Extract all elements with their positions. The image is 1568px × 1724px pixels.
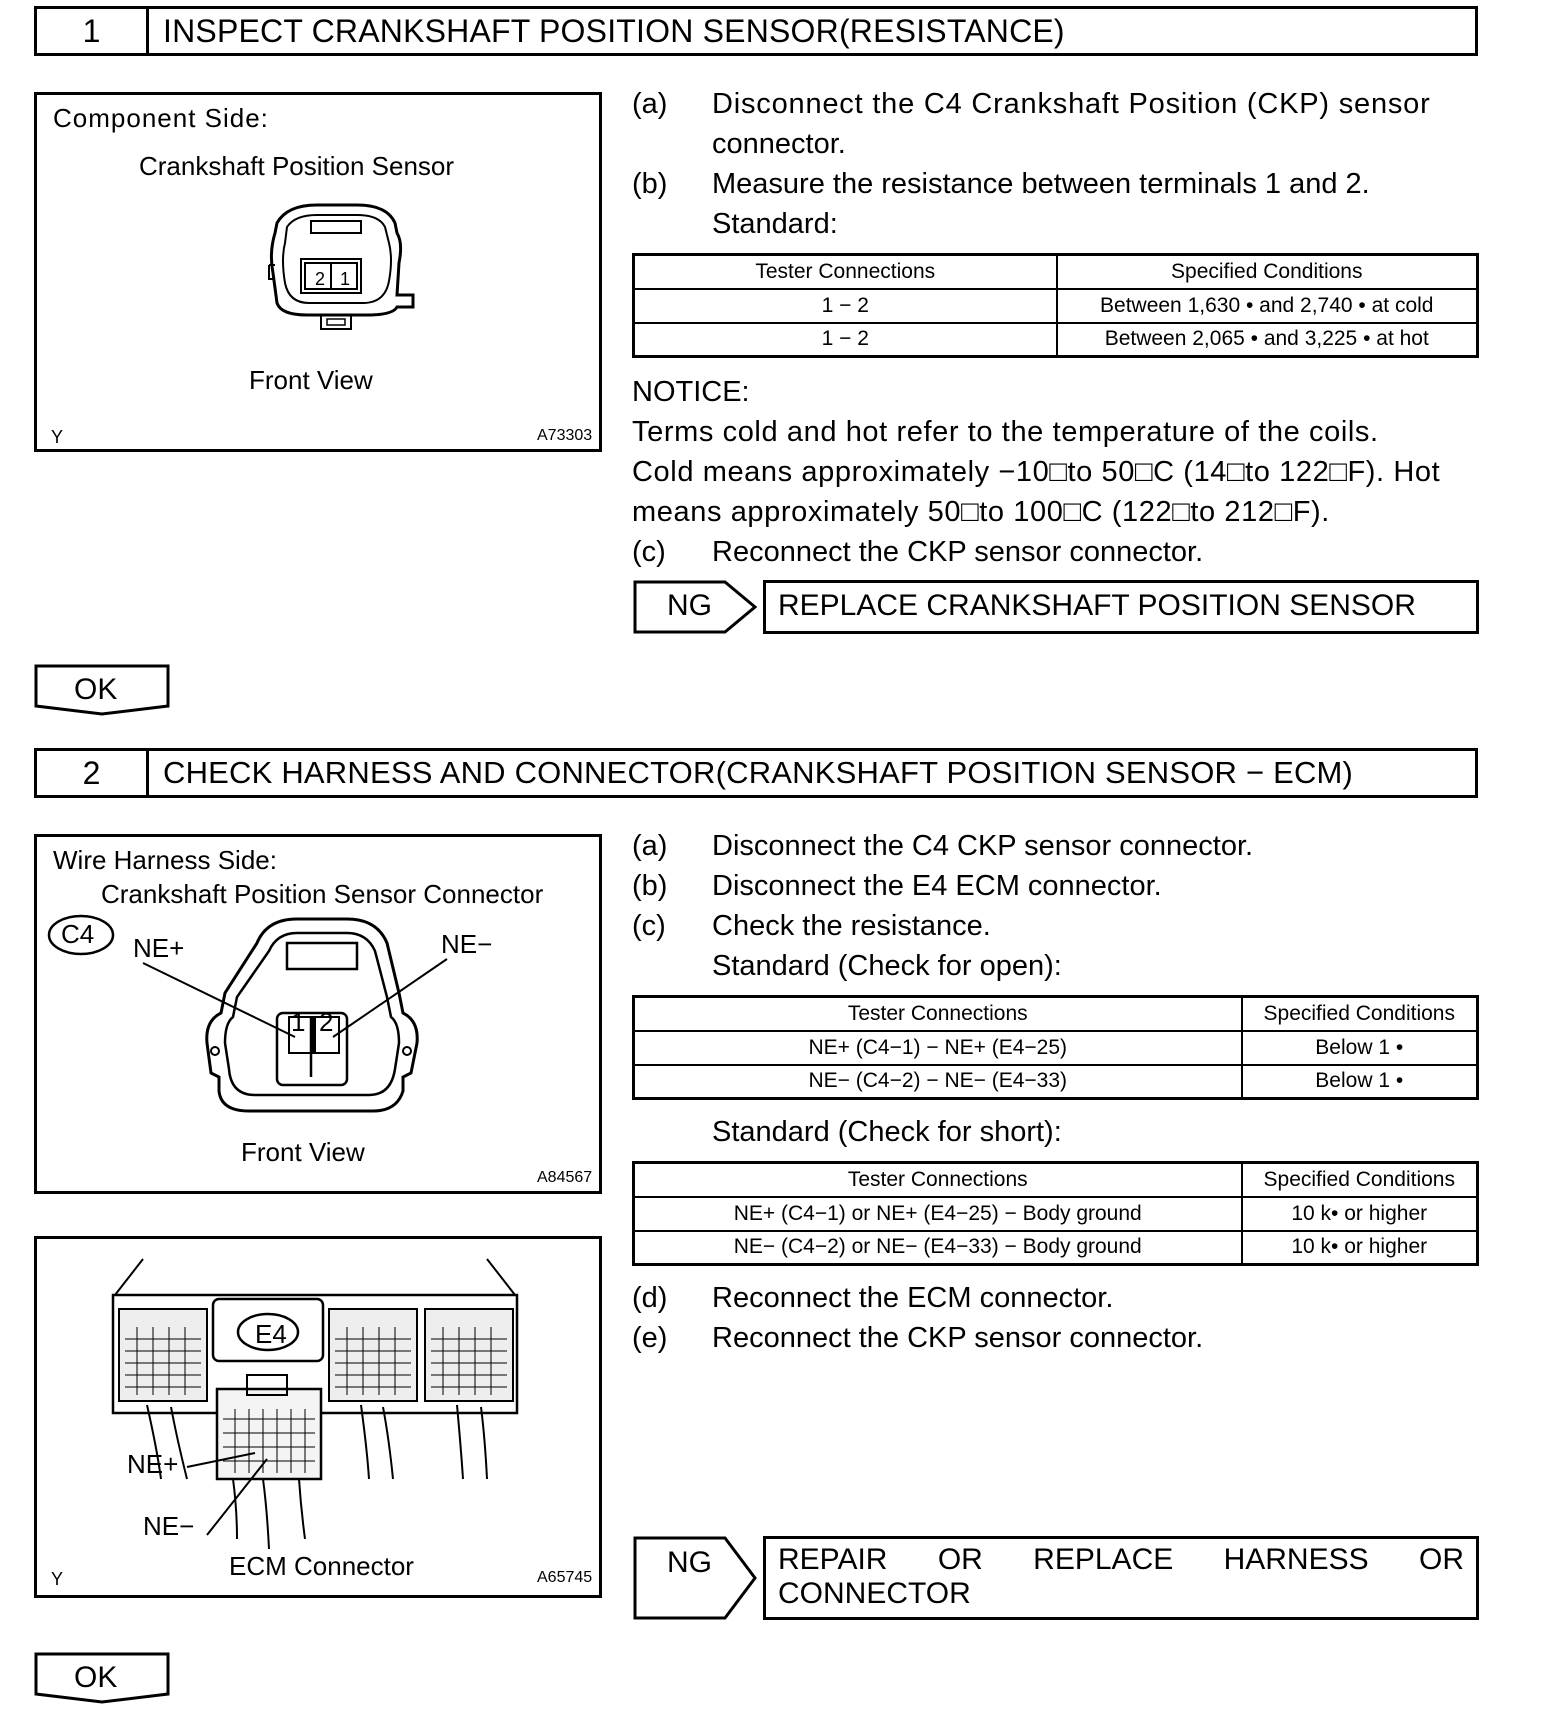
figure-part-label: Crankshaft Position Sensor [139, 151, 455, 181]
pin-label-1: 1 [291, 1007, 306, 1037]
table-row [634, 1231, 1478, 1265]
step2-instruction-d: (d) Reconnect the ECM connector. [632, 1282, 1114, 1314]
short-check-table [632, 1161, 1479, 1266]
step2-header [34, 748, 1478, 798]
table-header-cell: Specified Conditions [1242, 1163, 1478, 1197]
figure-side-label: Component Side: [53, 103, 269, 133]
ok-label: OK [74, 1661, 118, 1694]
step2-harness-figure [34, 834, 602, 1194]
harness-connector-drawing [137, 913, 477, 1133]
table-header-row [634, 255, 1478, 289]
step1-ok-result [34, 664, 170, 716]
ng-action-line: REPAIR OR REPLACE HARNESS OR [778, 1543, 1464, 1576]
ecm-connector-id: E4 [255, 1319, 287, 1349]
ecm-connector-drawing [37, 1239, 599, 1595]
ne-minus-label: NE− [441, 929, 493, 959]
step2-title: CHECK HARNESS AND CONNECTOR(CRANKSHAFT POSITION SENSOR − ECM) [163, 755, 1354, 790]
ok-label: OK [74, 673, 118, 706]
step2-instruction-b: (b) Disconnect the E4 ECM connector. [632, 870, 1162, 902]
connector-id-label: C4 [61, 919, 95, 949]
ecm-caption: ECM Connector [229, 1551, 414, 1581]
notice-line: means approximately 50□to 100□C (122□to 212□F). [632, 496, 1330, 528]
step1-number: 1 [37, 9, 149, 53]
crankshaft-sensor-drawing [247, 203, 427, 333]
figure-part-label: Crankshaft Position Sensor Connector [101, 879, 544, 909]
standard-open-label: Standard (Check for open): [712, 950, 1062, 982]
ng-action-box [763, 1536, 1479, 1620]
ne-minus-label: NE− [143, 1511, 195, 1541]
table-row [634, 1197, 1478, 1231]
table-header-row [634, 997, 1478, 1031]
ng-action-box: REPLACE CRANKSHAFT POSITION SENSOR [763, 580, 1479, 634]
step2-number: 2 [37, 751, 149, 795]
figure-corner-label: Y [51, 427, 64, 447]
step1-instruction-a-cont: connector. [712, 128, 846, 160]
step2-instruction-e: (e) Reconnect the CKP sensor connector. [632, 1322, 1204, 1354]
step1-ng-result [633, 580, 1479, 634]
step1-title: INSPECT CRANKSHAFT POSITION SENSOR(RESISTANCE) [163, 12, 1065, 49]
figure-id: A65745 [537, 1569, 593, 1586]
table-cell: NE+ (C4−1) or NE+ (E4−25) − Body ground [634, 1197, 1242, 1231]
table-header-cell: Tester Connections [634, 255, 1057, 289]
table-row [634, 289, 1478, 323]
table-header-cell: Specified Conditions [1057, 255, 1478, 289]
step1-spec-table [632, 253, 1479, 358]
table-row [634, 1031, 1478, 1065]
table-cell: Between 2,065 • and 3,225 • at hot [1057, 323, 1478, 357]
figure-view-label: Front View [249, 365, 373, 395]
table-row [634, 323, 1478, 357]
table-row [634, 1065, 1478, 1099]
figure-side-label: Wire Harness Side: [53, 845, 277, 875]
table-cell: 10 k• or higher [1242, 1197, 1478, 1231]
ne-plus-label: NE+ [133, 933, 185, 963]
figure-id: A84567 [537, 1169, 593, 1186]
table-cell: NE− (C4−2) or NE− (E4−33) − Body ground [634, 1231, 1242, 1265]
step2-ecm-figure [34, 1236, 602, 1598]
notice-line: Terms cold and hot refer to the temperature of the coils. [632, 416, 1379, 448]
standard-short-label: Standard (Check for short): [712, 1116, 1062, 1148]
table-cell: Below 1 • [1242, 1065, 1478, 1099]
table-header-cell: Tester Connections [634, 1163, 1242, 1197]
pin-label-2: 2 [315, 269, 326, 289]
notice-title: NOTICE: [632, 376, 750, 408]
table-cell: NE− (C4−2) − NE− (E4−33) [634, 1065, 1242, 1099]
ne-plus-label: NE+ [127, 1449, 179, 1479]
figure-id: A73303 [537, 427, 593, 444]
notice-line: Cold means approximately −10□to 50□C (14□to 122□F). Hot [632, 456, 1441, 488]
table-cell: NE+ (C4−1) − NE+ (E4−25) [634, 1031, 1242, 1065]
step1-instruction-a: (a) Disconnect the C4 Crankshaft Position (CKP) sensor [632, 88, 1431, 120]
table-header-row [634, 1163, 1478, 1197]
step1-standard-label: Standard: [712, 208, 838, 240]
table-cell: Below 1 • [1242, 1031, 1478, 1065]
step2-instruction-a: (a) Disconnect the C4 CKP sensor connector. [632, 830, 1254, 862]
step1-header [34, 6, 1478, 56]
step2-ng-result [633, 1536, 1479, 1620]
pin-label-2: 2 [319, 1007, 334, 1037]
table-header-cell: Specified Conditions [1242, 997, 1478, 1031]
figure-corner-label: Y [51, 1569, 64, 1589]
table-cell: 10 k• or higher [1242, 1231, 1478, 1265]
table-cell: 1 − 2 [634, 323, 1057, 357]
step1-instruction-c: (c) Reconnect the CKP sensor connector. [632, 536, 1204, 568]
table-cell: 1 − 2 [634, 289, 1057, 323]
step2-ok-result [34, 1652, 170, 1704]
ng-label: NG [667, 589, 712, 622]
open-check-table [632, 995, 1479, 1100]
figure-view-label: Front View [241, 1137, 365, 1167]
table-cell: Between 1,630 • and 2,740 • at cold [1057, 289, 1478, 323]
table-header-cell: Tester Connections [634, 997, 1242, 1031]
ng-action-line: CONNECTOR [778, 1577, 971, 1610]
step1-instruction-b: (b) Measure the resistance between terminals 1 and 2. [632, 168, 1370, 200]
step2-instruction-c: (c) Check the resistance. [632, 910, 991, 942]
pin-label-1: 1 [340, 269, 351, 289]
ng-label: NG [667, 1546, 712, 1579]
step1-figure [34, 92, 602, 452]
